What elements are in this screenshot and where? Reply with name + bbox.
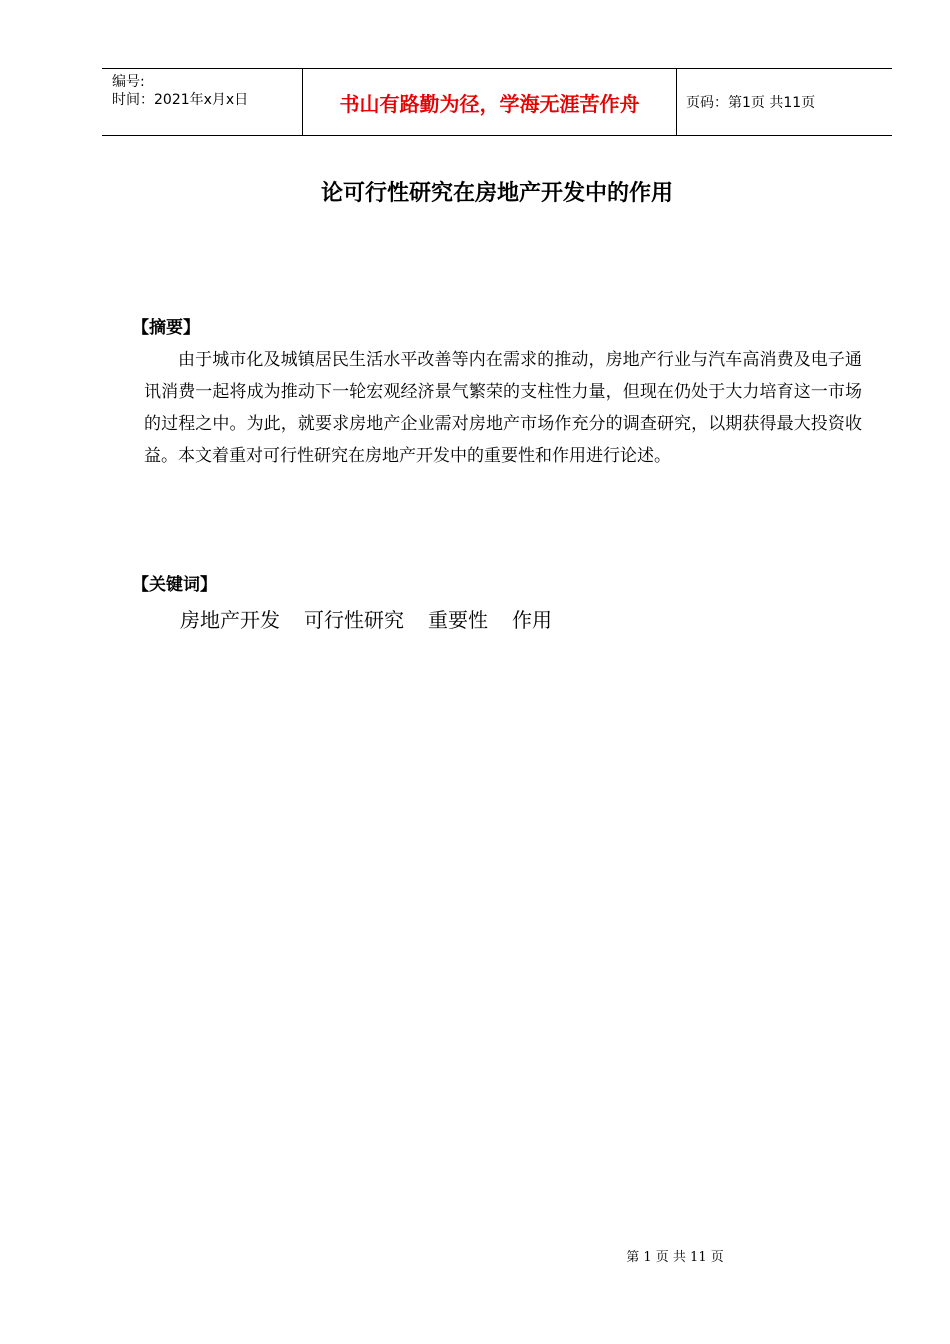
number-label: 编号: <box>112 74 145 90</box>
abstract-label: 【摘要】 <box>132 318 200 338</box>
abstract-text: 由于城市化及城镇居民生活水平改善等内在需求的推动，房地产行业与汽车高消费及电子通讯消费一起将成为推动下一轮宏观经济景气繁荣的支柱性力量，但现在仍处于大力培育这一市场的过程之中。为此，就要求房地产企业需对房地产市场作充分的调查研究，以期获得最大投资收益。本文着重对可行性研究在房地产开发中的重要性和作用进行论述。 <box>144 350 862 466</box>
keywords-label: 【关键词】 <box>132 575 217 595</box>
header-motto: 书山有路勤为径，学海无涯苦作舟 <box>303 69 677 135</box>
keyword-item: 可行性研究 <box>304 608 404 632</box>
header-page-info: 页码：第1页 共11页 <box>686 95 816 111</box>
keyword-item: 作用 <box>512 608 552 632</box>
header-table <box>102 68 892 136</box>
document-title: 论可行性研究在房地产开发中的作用 <box>320 181 673 206</box>
header-meta <box>102 69 303 135</box>
keyword-item: 房地产开发 <box>180 608 280 632</box>
time-label: 时间：2021年x月x日 <box>112 92 249 108</box>
keywords-list <box>180 604 552 633</box>
keyword-item: 重要性 <box>428 608 488 632</box>
page-footer: 第 1 页 共 11 页 <box>626 1250 724 1265</box>
